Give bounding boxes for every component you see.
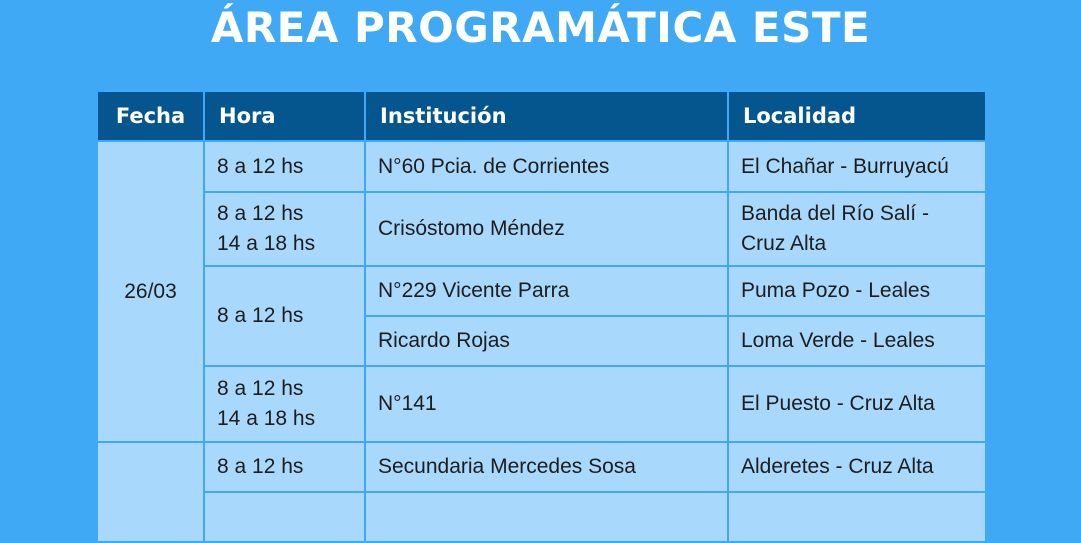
localidad-line: Loma Verde - Leales — [741, 329, 935, 352]
localidad-cell — [728, 141, 986, 192]
fecha-cell: 26/03 — [97, 141, 204, 442]
hora-line: 8 a 12 hs — [217, 202, 304, 225]
institucion-cell: N°141 — [365, 366, 728, 442]
table-row — [97, 141, 986, 192]
institucion-cell: Secundaria Mercedes Sosa — [365, 442, 728, 492]
hora-cell — [204, 141, 365, 192]
localidad-cell — [728, 366, 986, 442]
localidad-line: Banda del Río Salí - — [741, 202, 929, 225]
localidad-line: El Puesto - Cruz Alta — [741, 392, 935, 415]
column-header-fecha: Fecha — [97, 91, 204, 141]
table-row — [97, 266, 986, 316]
hora-line: 8 a 12 hs — [217, 304, 304, 327]
institucion-cell: Crisóstomo Méndez — [365, 192, 728, 266]
hora-line: 8 a 12 hs — [217, 377, 304, 400]
hora-cell — [204, 266, 365, 366]
institucion-cell: N°229 Vicente Parra — [365, 266, 728, 316]
table-header-row — [97, 91, 986, 141]
hora-line: 8 a 12 hs — [217, 154, 304, 178]
column-header-institucion: Institución — [365, 91, 728, 141]
localidad-cell — [728, 442, 986, 492]
table-row — [97, 192, 986, 266]
page-title: ÁREA PROGRAMÁTICA ESTE — [210, 3, 871, 52]
hora-cell — [204, 366, 365, 442]
schedule-table — [96, 90, 987, 543]
institucion-cell: Ricardo Rojas — [365, 316, 728, 366]
hora-line: 8 a 12 hs — [217, 455, 304, 478]
localidad-cell — [728, 266, 986, 316]
column-header-localidad: Localidad — [728, 91, 986, 141]
localidad-line: Alderetes - Cruz Alta — [741, 455, 934, 478]
hora-cell — [204, 192, 365, 266]
fecha-cell — [97, 442, 204, 542]
localidad-cell — [728, 192, 986, 266]
hora-cell — [204, 442, 365, 492]
hora-line: 14 a 18 hs — [217, 407, 316, 430]
table-row — [97, 442, 986, 492]
localidad-line: Cruz Alta — [741, 232, 827, 255]
hora-line: 14 a 18 hs — [217, 232, 316, 255]
localidad-line: Puma Pozo - Leales — [741, 279, 931, 302]
institucion-cell: N°60 Pcia. de Corrientes — [365, 141, 728, 192]
localidad-cell — [728, 316, 986, 366]
column-header-hora: Hora — [204, 91, 365, 141]
table-row — [97, 366, 986, 442]
localidad-line: El Chañar - Burruyacú — [741, 154, 949, 178]
